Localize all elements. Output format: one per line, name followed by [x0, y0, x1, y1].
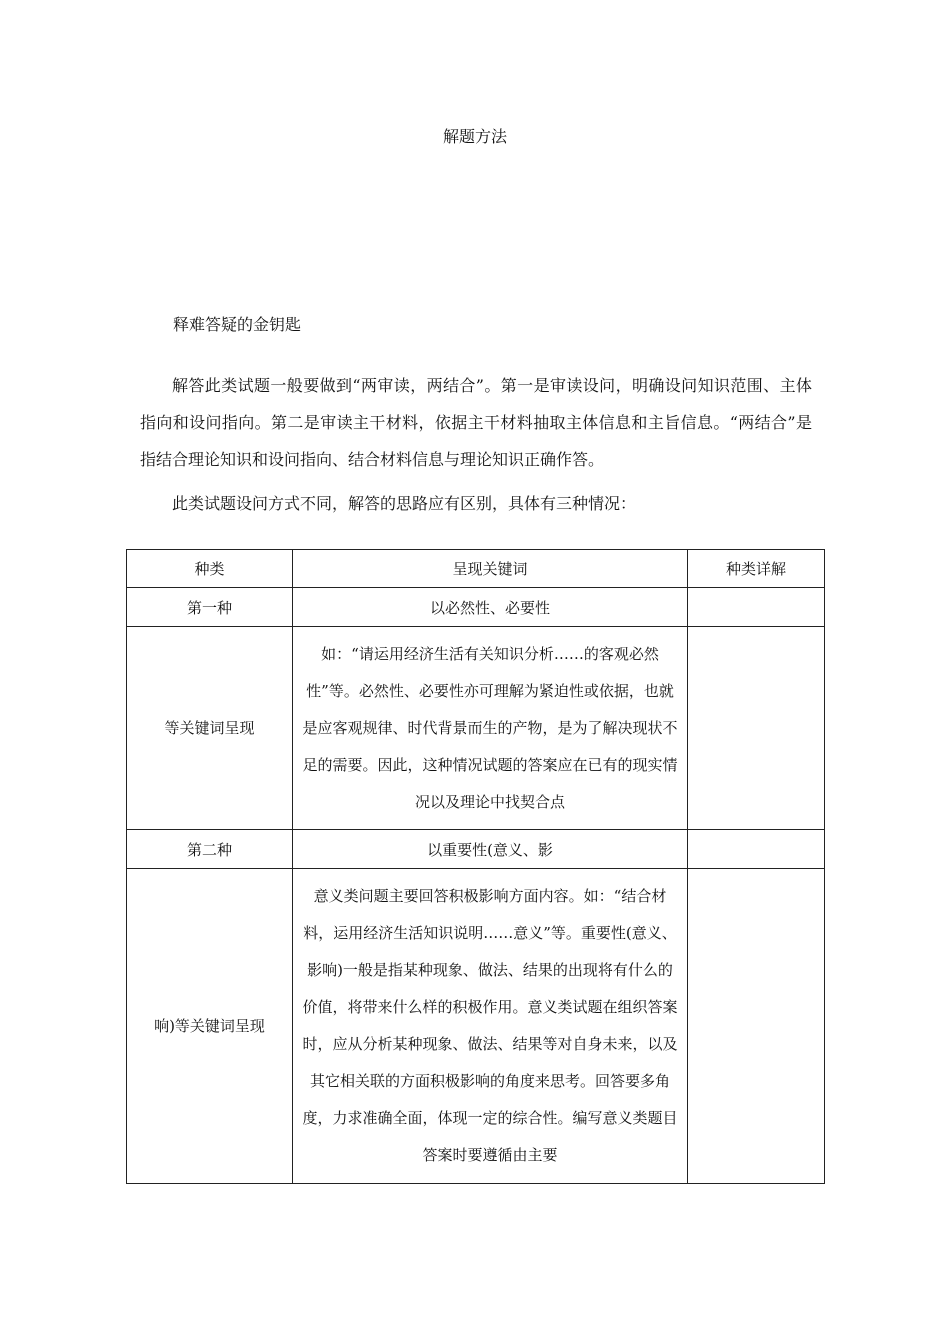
table-cell: 以重要性(意义、影 [293, 830, 688, 869]
content-table [126, 549, 825, 1184]
table-row [127, 830, 825, 869]
table-cell [688, 627, 825, 830]
table-header-row [127, 550, 825, 588]
table-header-cell: 种类 [127, 550, 293, 588]
table-header-cell: 种类详解 [688, 550, 825, 588]
table-row [127, 869, 825, 1184]
table-cell: 如：“请运用经济生活有关知识分析……的客观必然性”等。必然性、必要性亦可理解为紧迫性或依据，也就是应客观规律、时代背景而生的产物，是为了解决现状不足的需要。因此，这种情况试题的答案应在已有的现实情况以及理论中找契合点 [293, 627, 688, 830]
table-cell: 响)等关键词呈现 [127, 869, 293, 1184]
table-row [127, 588, 825, 627]
table-cell: 等关键词呈现 [127, 627, 293, 830]
body-paragraph: 解答此类试题一般要做到“两审读，两结合”。第一是审读设问，明确设问知识范围、主体指向和设问指向。第二是审读主干材料，依据主干材料抽取主体信息和主旨信息。“两结合”是指结合理论知识和设问指向、结合材料信息与理论知识正确作答。 [140, 376, 812, 469]
body-paragraph: 此类试题设问方式不同，解答的思路应有区别，具体有三种情况： [172, 494, 637, 513]
table-cell: 意义类问题主要回答积极影响方面内容。如：“结合材料，运用经济生活知识说明……意义”等。重要性(意义、影响)一般是指某种现象、做法、结果的出现将有什么的价值，将带来什么样的积极作用。意义类试题在组织答案时，应从分析某种现象、做法、结果等对自身未来，以及其它相关联的方面积极影响的角度来思考。回答要多角度，力求准确全面，体现一定的综合性。编写意义类题目答案时要遵循由主要 [293, 869, 688, 1184]
table-cell [688, 588, 825, 627]
table-cell: 以必然性、必要性 [293, 588, 688, 627]
table-header-cell: 呈现关键词 [293, 550, 688, 588]
table-cell: 第二种 [127, 830, 293, 869]
table-cell [688, 869, 825, 1184]
page-title: 解题方法 [442, 127, 507, 146]
section-heading: 释难答疑的金钥匙 [173, 315, 302, 334]
table-cell: 第一种 [127, 588, 293, 627]
table-row [127, 627, 825, 830]
table-cell [688, 830, 825, 869]
